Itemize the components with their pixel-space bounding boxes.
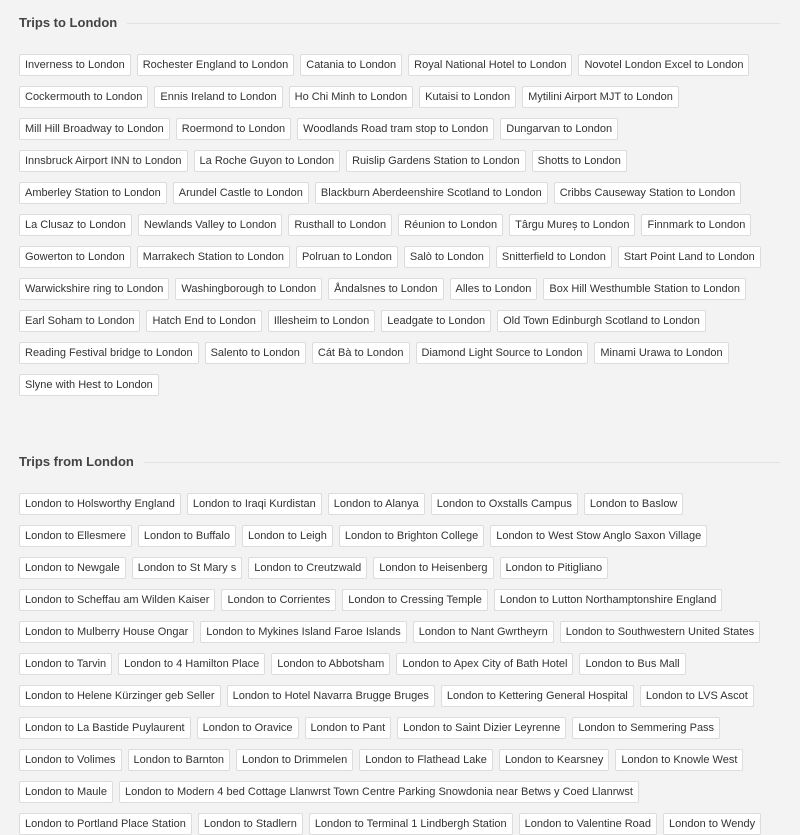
trip-link[interactable]: London to Volimes [19,749,122,771]
section-title-trips-to-london: Trips to London [19,14,118,30]
trip-link[interactable]: London to Tarvin [19,653,112,675]
trip-link[interactable]: Reading Festival bridge to London [19,342,199,364]
trip-link[interactable]: London to Helene Kürzinger geb Seller [19,685,221,707]
section-divider [144,462,780,463]
trip-link[interactable]: London to Flathead Lake [359,749,493,771]
trip-link[interactable]: London to Holsworthy England [19,493,181,515]
trip-link[interactable]: London to Terminal 1 Lindbergh Station [309,813,513,835]
trip-link[interactable]: Mill Hill Broadway to London [19,118,170,140]
trip-link[interactable]: London to Buffalo [138,525,236,547]
trip-link[interactable]: Ruislip Gardens Station to London [346,150,526,172]
trip-link[interactable]: Inverness to London [19,54,131,76]
trips-to-london-links [19,54,780,396]
trip-link[interactable]: London to Abbotsham [271,653,390,675]
trip-link[interactable]: London to Maule [19,781,113,803]
trip-link[interactable]: Start Point Land to London [618,246,761,268]
trip-link[interactable]: Salò to London [404,246,490,268]
trip-link[interactable]: London to Corrientes [221,589,336,611]
trip-link[interactable]: London to Bus Mall [579,653,685,675]
section-title-trips-from-london: Trips from London [19,453,134,469]
trip-link[interactable]: Târgu Mureș to London [509,214,635,236]
trip-link[interactable]: Warwickshire ring to London [19,278,169,300]
trip-link[interactable]: Finnmark to London [641,214,751,236]
trip-link[interactable]: London to Oravice [197,717,299,739]
trip-link[interactable]: Mytilini Airport MJT to London [522,86,679,108]
trip-link[interactable]: London to Iraqi Kurdistan [187,493,322,515]
trip-link[interactable]: London to Kearsney [499,749,609,771]
trip-link[interactable]: London to Heisenberg [373,557,493,579]
trip-link[interactable]: London to Portland Place Station [19,813,192,835]
trip-link[interactable]: London to Modern 4 bed Cottage Llanwrst Town Centre Parking Snowdonia near Betws y Coed Llanrwst [119,781,639,803]
trip-link[interactable]: La Roche Guyon to London [194,150,341,172]
trip-link[interactable]: Ho Chi Minh to London [289,86,414,108]
trip-link[interactable]: Marrakech Station to London [137,246,290,268]
trip-link[interactable]: Illesheim to London [268,310,375,332]
trip-link[interactable]: Alles to London [450,278,538,300]
trip-link[interactable]: London to Valentine Road [519,813,657,835]
section-divider [127,23,780,24]
section-header [19,12,780,32]
trip-link[interactable]: London to St Mary s [132,557,242,579]
trip-link[interactable]: Amberley Station to London [19,182,167,204]
trip-link[interactable]: London to Pitigliano [500,557,609,579]
trip-link[interactable]: Novotel London Excel to London [578,54,749,76]
trip-link[interactable]: Rochester England to London [137,54,295,76]
trip-link[interactable]: Slyne with Hest to London [19,374,159,396]
trip-link[interactable]: Cát Bà to London [312,342,410,364]
trip-link[interactable]: Polruan to London [296,246,398,268]
trip-link[interactable]: London to Pant [305,717,392,739]
trip-link[interactable]: Kutaisi to London [419,86,516,108]
trips-to-london-section [19,0,780,396]
trip-link[interactable]: London to Baslow [584,493,683,515]
trip-link[interactable]: London to Mulberry House Ongar [19,621,194,643]
trip-link[interactable]: Snitterfield to London [496,246,612,268]
trip-link[interactable]: London to Mykines Island Faroe Islands [200,621,406,643]
trip-link[interactable]: London to Ellesmere [19,525,132,547]
trip-link[interactable]: Cribbs Causeway Station to London [554,182,742,204]
trip-link[interactable]: Catania to London [300,54,402,76]
trip-link[interactable]: London to Drimmelen [236,749,353,771]
trip-link[interactable]: Box Hill Westhumble Station to London [543,278,746,300]
trip-link[interactable]: Old Town Edinburgh Scotland to London [497,310,706,332]
trips-from-london-links [19,493,780,835]
trip-link[interactable]: London to Saint Dizier Leyrenne [397,717,566,739]
trip-link[interactable]: Minami Urawa to London [594,342,728,364]
trips-from-london-section [19,396,780,835]
trip-link[interactable]: London to Southwestern United States [560,621,760,643]
trip-link[interactable]: London to Oxstalls Campus [431,493,578,515]
trip-link[interactable]: London to Cressing Temple [342,589,488,611]
trip-link[interactable]: Innsbruck Airport INN to London [19,150,188,172]
trip-link[interactable]: London to 4 Hamilton Place [118,653,265,675]
trip-link[interactable]: Newlands Valley to London [138,214,283,236]
trip-link[interactable]: London to Alanya [328,493,425,515]
trip-link[interactable]: London to Apex City of Bath Hotel [396,653,573,675]
trip-link[interactable]: Shotts to London [532,150,627,172]
trip-link[interactable]: Arundel Castle to London [173,182,309,204]
trip-link[interactable]: Earl Soham to London [19,310,140,332]
trip-link[interactable]: London to Nant Gwrtheyrn [413,621,554,643]
trip-link[interactable]: London to Hotel Navarra Brugge Bruges [227,685,435,707]
trip-link[interactable]: London to LVS Ascot [640,685,754,707]
trip-link[interactable]: Cockermouth to London [19,86,148,108]
trip-link[interactable]: London to Scheffau am Wilden Kaiser [19,589,215,611]
trip-link[interactable]: Blackburn Aberdeenshire Scotland to London [315,182,548,204]
trip-link[interactable]: Diamond Light Source to London [416,342,589,364]
trip-link[interactable]: Åndalsnes to London [328,278,443,300]
trip-link[interactable]: Roermond to London [176,118,291,140]
trip-link[interactable]: London to Brighton College [339,525,484,547]
trip-link[interactable]: Washingborough to London [175,278,322,300]
trip-link[interactable]: London to Leigh [242,525,333,547]
trip-link[interactable]: London to Barnton [128,749,231,771]
trip-link[interactable]: Hatch End to London [146,310,261,332]
trip-link[interactable]: London to Knowle West [615,749,743,771]
trip-link[interactable]: Leadgate to London [381,310,491,332]
trip-link[interactable]: Woodlands Road tram stop to London [297,118,494,140]
trip-link[interactable]: Salento to London [205,342,306,364]
trip-link[interactable]: Gowerton to London [19,246,131,268]
trip-link[interactable]: London to West Stow Anglo Saxon Village [490,525,707,547]
trip-link[interactable]: London to Creutzwald [248,557,367,579]
trip-link[interactable]: London to La Bastide Puylaurent [19,717,191,739]
trip-link[interactable]: London to Semmering Pass [572,717,720,739]
trip-link[interactable]: La Clusaz to London [19,214,132,236]
trip-link[interactable]: London to Kettering General Hospital [441,685,634,707]
trip-link[interactable]: Réunion to London [398,214,503,236]
trip-link[interactable]: Rusthall to London [288,214,392,236]
trip-link[interactable]: Ennis Ireland to London [154,86,282,108]
section-header [19,451,780,471]
trip-link[interactable]: Dungarvan to London [500,118,618,140]
trip-link[interactable]: Royal National Hotel to London [408,54,572,76]
trip-link[interactable]: London to Stadlern [198,813,303,835]
trip-link[interactable]: London to Newgale [19,557,126,579]
trip-link[interactable]: London to Wendy [663,813,761,835]
trip-link[interactable]: London to Lutton Northamptonshire England [494,589,723,611]
